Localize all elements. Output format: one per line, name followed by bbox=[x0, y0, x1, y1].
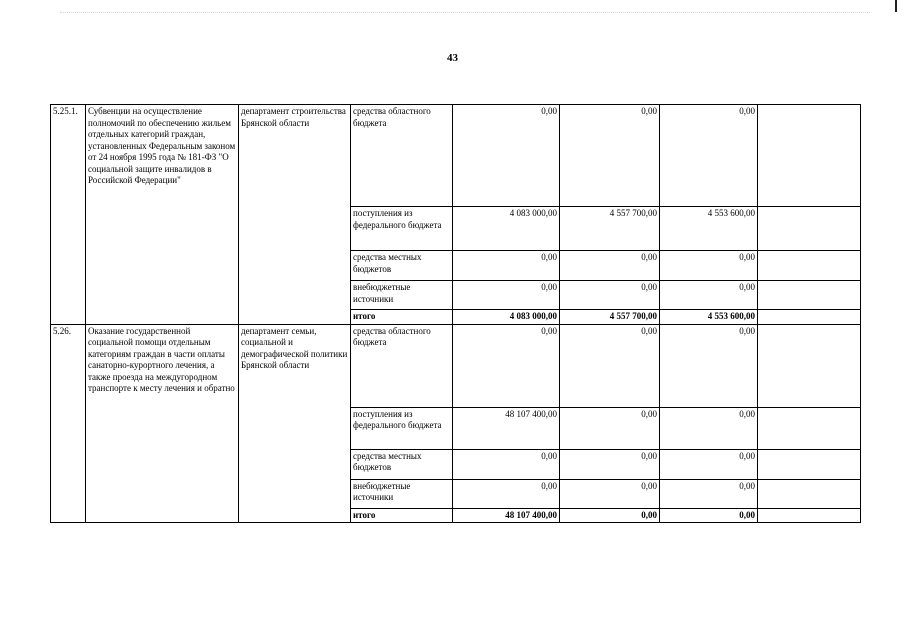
item-executor: департамент семьи, социальной и демографической политики Брянской области bbox=[239, 324, 351, 523]
empty-cell bbox=[758, 251, 861, 281]
source-label: поступления из федерального бюджета bbox=[351, 207, 453, 251]
source-label: средства местных бюджетов bbox=[351, 251, 453, 281]
empty-cell bbox=[758, 508, 861, 523]
value-year-1: 48 107 400,00 bbox=[453, 407, 560, 449]
item-executor: департамент строительства Брянской области bbox=[239, 105, 351, 325]
value-year-3: 0,00 bbox=[660, 407, 758, 449]
value-year-2: 0,00 bbox=[560, 407, 660, 449]
value-year-3: 4 553 600,00 bbox=[660, 207, 758, 251]
value-year-2: 0,00 bbox=[560, 508, 660, 523]
empty-cell bbox=[758, 105, 861, 207]
value-year-1: 0,00 bbox=[453, 105, 560, 207]
value-year-1: 0,00 bbox=[453, 449, 560, 479]
budget-table bbox=[50, 104, 861, 523]
value-year-1: 0,00 bbox=[453, 324, 560, 407]
value-year-3: 0,00 bbox=[660, 449, 758, 479]
value-year-2: 4 557 700,00 bbox=[560, 310, 660, 325]
value-year-2: 0,00 bbox=[560, 281, 660, 310]
table-row bbox=[51, 324, 861, 407]
value-year-1: 4 083 000,00 bbox=[453, 310, 560, 325]
empty-cell bbox=[758, 479, 861, 508]
item-name: Субвенции на осуществление полномочий по обеспечению жильем отдельных категорий граждан, установленных Федеральным законом от 24 ноября 1995 года № 181-ФЗ "О социальной защите инвалидов в Российской Федерации" bbox=[86, 105, 239, 325]
page-number: 43 bbox=[447, 52, 458, 64]
empty-cell bbox=[758, 207, 861, 251]
value-year-3: 0,00 bbox=[660, 105, 758, 207]
source-label: итого bbox=[351, 508, 453, 523]
value-year-2: 4 557 700,00 bbox=[560, 207, 660, 251]
source-label: внебюджетные источники bbox=[351, 479, 453, 508]
source-label: итого bbox=[351, 310, 453, 325]
value-year-2: 0,00 bbox=[560, 324, 660, 407]
empty-cell bbox=[758, 310, 861, 325]
table-row bbox=[51, 105, 861, 207]
scan-noise bbox=[60, 12, 870, 19]
value-year-2: 0,00 bbox=[560, 449, 660, 479]
item-code: 5.26. bbox=[51, 324, 86, 523]
value-year-1: 48 107 400,00 bbox=[453, 508, 560, 523]
source-label: поступления из федерального бюджета bbox=[351, 407, 453, 449]
empty-cell bbox=[758, 449, 861, 479]
item-code: 5.25.1. bbox=[51, 105, 86, 325]
value-year-2: 0,00 bbox=[560, 479, 660, 508]
empty-cell bbox=[758, 407, 861, 449]
value-year-1: 0,00 bbox=[453, 251, 560, 281]
value-year-1: 4 083 000,00 bbox=[453, 207, 560, 251]
value-year-1: 0,00 bbox=[453, 479, 560, 508]
value-year-2: 0,00 bbox=[560, 251, 660, 281]
value-year-3: 4 553 600,00 bbox=[660, 310, 758, 325]
source-label: средства областного бюджета bbox=[351, 105, 453, 207]
value-year-2: 0,00 bbox=[560, 105, 660, 207]
scan-edge-mark bbox=[895, 0, 897, 12]
value-year-3: 0,00 bbox=[660, 324, 758, 407]
empty-cell bbox=[758, 324, 861, 407]
source-label: средства местных бюджетов bbox=[351, 449, 453, 479]
value-year-3: 0,00 bbox=[660, 479, 758, 508]
value-year-3: 0,00 bbox=[660, 251, 758, 281]
source-label: внебюджетные источники bbox=[351, 281, 453, 310]
source-label: средства областного бюджета bbox=[351, 324, 453, 407]
item-name: Оказание государственной социальной помощи отдельным категориям граждан в части оплаты санаторно-курортного лечения, а также проезда на междугородном транспорте к месту лечения и обратно bbox=[86, 324, 239, 523]
value-year-3: 0,00 bbox=[660, 508, 758, 523]
value-year-1: 0,00 bbox=[453, 281, 560, 310]
empty-cell bbox=[758, 281, 861, 310]
value-year-3: 0,00 bbox=[660, 281, 758, 310]
